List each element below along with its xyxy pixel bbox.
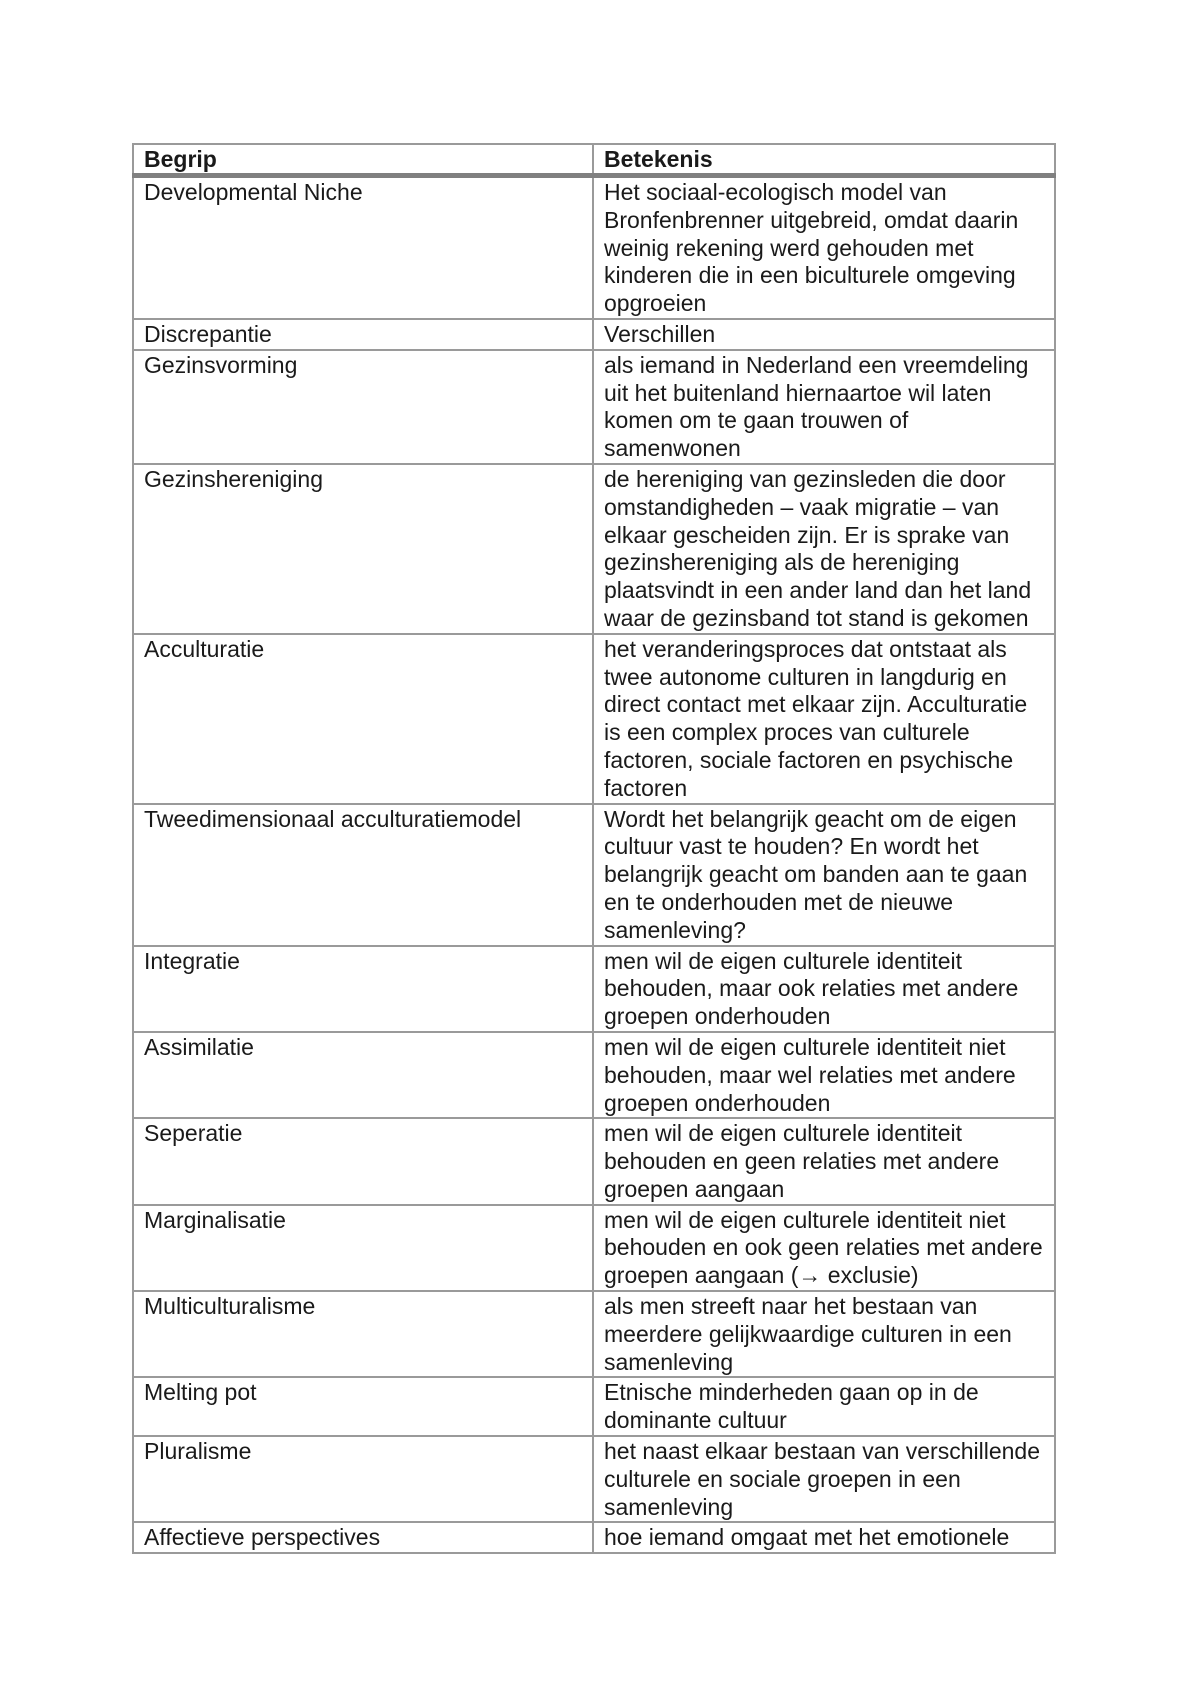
term-cell: Acculturatie	[133, 634, 593, 804]
header-definition: Betekenis	[593, 144, 1055, 176]
table-row	[133, 1436, 1055, 1522]
table-row	[133, 634, 1055, 804]
definition-cell: Etnische minderheden gaan op in de dominante cultuur	[593, 1377, 1055, 1436]
definition-cell: men wil de eigen culturele identiteit behouden en geen relaties met andere groepen aangaan	[593, 1118, 1055, 1204]
table-row	[133, 804, 1055, 946]
definition-cell: hoe iemand omgaat met het emotionele	[593, 1522, 1055, 1553]
term-cell: Developmental Niche	[133, 176, 593, 319]
term-cell: Integratie	[133, 946, 593, 1032]
definition-cell: men wil de eigen culturele identiteit behouden, maar ook relaties met andere groepen onderhouden	[593, 946, 1055, 1032]
table-header-row	[133, 144, 1055, 176]
term-cell: Affectieve perspectives	[133, 1522, 593, 1553]
table-row	[133, 1205, 1055, 1291]
definition-cell: het veranderingsproces dat ontstaat als twee autonome culturen in langdurig en direct contact met elkaar zijn. Acculturatie is een complex proces van culturele factoren, sociale factoren en psychische factoren	[593, 634, 1055, 804]
table-row	[133, 350, 1055, 464]
term-cell: Seperatie	[133, 1118, 593, 1204]
header-term: Begrip	[133, 144, 593, 176]
table-row	[133, 1032, 1055, 1118]
term-cell: Marginalisatie	[133, 1205, 593, 1291]
table-row	[133, 946, 1055, 1032]
definition-cell: als iemand in Nederland een vreemdeling uit het buitenland hiernaartoe wil laten komen om te gaan trouwen of samenwonen	[593, 350, 1055, 464]
definition-cell: men wil de eigen culturele identiteit niet behouden, maar wel relaties met andere groepen onderhouden	[593, 1032, 1055, 1118]
table-row	[133, 464, 1055, 634]
term-cell: Multiculturalisme	[133, 1291, 593, 1377]
table-row	[133, 1522, 1055, 1553]
table-row	[133, 1377, 1055, 1436]
definition-cell: men wil de eigen culturele identiteit niet behouden en ook geen relaties met andere groepen aangaan (→ exclusie)	[593, 1205, 1055, 1291]
table-row	[133, 176, 1055, 319]
definition-cell: de hereniging van gezinsleden die door omstandigheden – vaak migratie – van elkaar gescheiden zijn. Er is sprake van gezinshereniging als de hereniging plaatsvindt in een ander land dan het land waar de gezinsband tot stand is gekomen	[593, 464, 1055, 634]
definition-cell: Wordt het belangrijk geacht om de eigen cultuur vast te houden? En wordt het belangrijk geacht om banden aan te gaan en te onderhouden met de nieuwe samenleving?	[593, 804, 1055, 946]
term-cell: Pluralisme	[133, 1436, 593, 1522]
table-row	[133, 1291, 1055, 1377]
table-row	[133, 319, 1055, 350]
definition-cell: Verschillen	[593, 319, 1055, 350]
term-cell: Melting pot	[133, 1377, 593, 1436]
term-cell: Gezinshereniging	[133, 464, 593, 634]
term-cell: Tweedimensionaal acculturatiemodel	[133, 804, 593, 946]
definition-cell: als men streeft naar het bestaan van meerdere gelijkwaardige culturen in een samenleving	[593, 1291, 1055, 1377]
term-cell: Gezinsvorming	[133, 350, 593, 464]
table-row	[133, 1118, 1055, 1204]
definition-cell: Het sociaal-ecologisch model van Bronfenbrenner uitgebreid, omdat daarin weinig rekening werd gehouden met kinderen die in een biculturele omgeving opgroeien	[593, 176, 1055, 319]
definition-cell: het naast elkaar bestaan van verschillende culturele en sociale groepen in een samenleving	[593, 1436, 1055, 1522]
glossary-table	[132, 143, 1056, 1554]
term-cell: Discrepantie	[133, 319, 593, 350]
term-cell: Assimilatie	[133, 1032, 593, 1118]
